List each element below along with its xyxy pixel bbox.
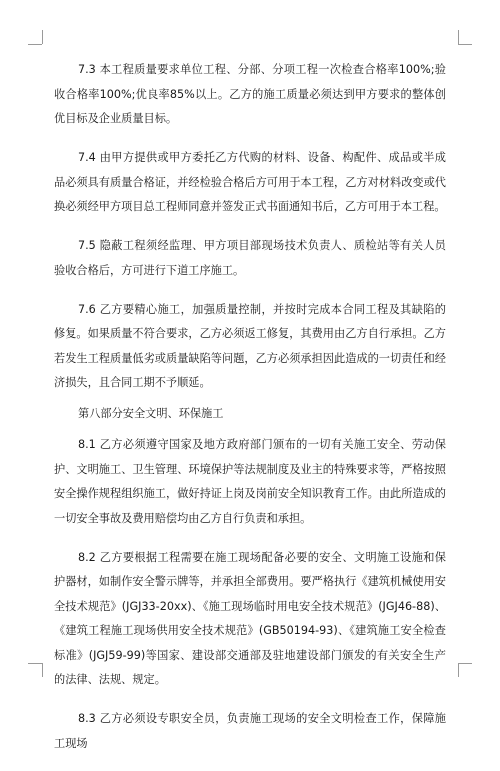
document-body [54, 58, 446, 771]
paragraph-7-5: 7.5 隐蔽工程须经监理、甲方项目部现场技术负责人、质检站等有关人员验收合格后，方可进行下道工序施工。 [54, 239, 446, 277]
paragraph-8-3: 8.3 乙方必须设专职安全员，负责施工现场的安全文明检查工作，保障施工现场 [54, 712, 446, 750]
crop-mark-top-left-v [42, 30, 43, 44]
paragraph-8-2: 8.2 乙方要根据工程需要在施工现场配备必要的安全、文明施工设施和保护器材，如制作安全警示牌等，并承担全部费用。要严格执行《建筑机械使用安全技术规范》(JGJ33-20xx)、《施工现场临时用电安全技术规范》(JGJ46-88)、《建筑工程施工现场供用安全技术规范》(GB50194-93)、《建筑施工安全检查标准》(JGJ59-99)等国家、建设部交通部及驻地建设部门颁发的有关安全生产的法律、法规、规定。 [54, 550, 446, 687]
crop-mark-top-right-v [458, 30, 459, 44]
paragraph-7-3: 7.3 本工程质量要求单位工程、分部、分项工程一次检查合格率100%;验收合格率100%;优良率85%以上。乙方的施工质量必须达到甲方要求的整体创优目标及企业质量目标。 [54, 63, 446, 125]
crop-mark-bottom-left-h [28, 663, 42, 664]
paragraph-7-6: 7.6 乙方要精心施工，加强质量控制，并按时完成本合同工程及其缺陷的修复。如果质量不符合要求，乙方必须返工修复，其费用由乙方自行承担。乙方若发生工程质量低劣或质量缺陷等问题，乙方必须承担因此造成的一切责任和经济损失，且合同工期不予顺延。 [54, 302, 446, 390]
paragraph-7-4: 7.4 由甲方提供或甲方委托乙方代购的材料、设备、构配件、成品或半成品必须具有质量合格证，并经检验合格后方可用于本工程，乙方对材料改变或代换必须经甲方项目总工程师同意并签发正式书面通知书后，乙方可用于本工程。 [54, 151, 446, 214]
paragraph-8-1: 8.1 乙方必须遵守国家及地方政府部门颁布的一切有关施工安全、劳动保护、文明施工、卫生管理、环境保护等法规制度及业主的特殊要求等，严格按照安全操作规程组织施工，做好持证上岗及岗前安全知识教育工作。由此所造成的一切安全事故及费用赔偿均由乙方自行负责和承担。 [54, 438, 446, 525]
crop-mark-top-right-h [458, 44, 472, 45]
section-heading-part-8: 第八部分安全文明、环保施工 [78, 407, 224, 421]
crop-mark-bottom-right-v [458, 663, 459, 677]
crop-mark-top-left-h [28, 44, 42, 45]
crop-mark-bottom-left-v [42, 663, 43, 677]
crop-mark-bottom-right-h [458, 663, 472, 664]
